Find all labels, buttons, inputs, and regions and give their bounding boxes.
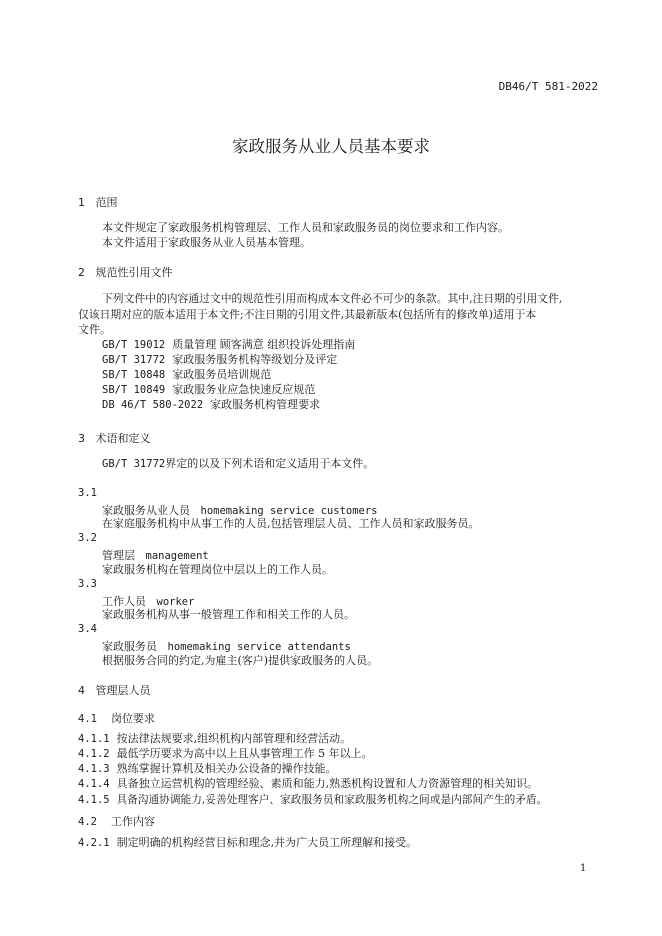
clause-item	[78, 835, 417, 851]
clause-item	[78, 792, 547, 808]
reference-name: 家政服务服务机构等级划分及评定	[172, 353, 338, 366]
reference-item	[102, 337, 355, 352]
subsection-title: 工作内容	[110, 815, 155, 828]
clause-number: 4.1.1	[78, 733, 110, 745]
section-title: 规范性引用文件	[95, 266, 173, 279]
paragraph	[102, 456, 374, 472]
term-definition: 家政服务机构在管理岗位中层以上的工作人员。	[102, 563, 333, 576]
paragraph: 本文件规定了家政服务机构管理层、工作人员和家政服务员的岗位要求和工作内容。	[102, 221, 509, 234]
section-title: 管理层人员	[95, 684, 151, 697]
term-zh: 工作人员	[102, 595, 146, 608]
section-title: 范围	[95, 196, 118, 209]
page-number: 1	[580, 863, 587, 874]
term-title	[102, 547, 209, 563]
clause-text: 制定明确的机构经营目标和理念,并为广大员工所理解和接受。	[116, 836, 418, 849]
clause-number: 4.1.4	[78, 778, 110, 790]
reference-name: 家政服务业应急快速反应规范	[172, 383, 316, 396]
reference-code: SB/T 10848	[102, 369, 166, 381]
reference-code: GB/T 19012	[102, 339, 166, 351]
subsection-number: 4.2	[78, 816, 97, 828]
subsection-title: 岗位要求	[110, 712, 155, 725]
section-1-heading	[78, 194, 118, 210]
clause-text: 最低学历要求为高中以上且从事管理工作 5 年以上。	[116, 747, 373, 760]
clause-text: 熟练掌握计算机及相关办公设备的操作技能。	[116, 762, 337, 775]
reference-code: SB/T 10849	[102, 384, 166, 396]
term-definition: 在家庭服务机构中从事工作的人员,包括管理层人员、工作人员和家政服务员。	[102, 517, 480, 530]
section-number: 1	[78, 196, 85, 209]
term-number: 3.2	[78, 532, 97, 544]
clause-number: 4.2.1	[78, 837, 110, 849]
reference-item	[102, 367, 355, 382]
clause-number: 4.1.5	[78, 794, 110, 806]
clause-text: 按法律法规要求,组织机构内部管理和经营活动。	[116, 732, 352, 745]
paragraph: 本文件适用于家政服务从业人员基本管理。	[102, 236, 311, 249]
term-definition: 根据服务合同的约定,为雇主(客户)提供家政服务的人员。	[102, 654, 379, 667]
term-number: 3.4	[78, 623, 97, 635]
section-number: 3	[78, 432, 85, 445]
section-4-heading	[78, 682, 151, 698]
subsection-heading	[78, 710, 155, 726]
term-definition: 家政服务机构从事一般管理工作和相关工作的人员。	[102, 608, 355, 621]
clause-text: 具备独立运营机构的管理经验、素质和能力,熟悉机构设置和人力资源管理的相关知识。	[116, 777, 539, 790]
paragraph-line: 仅该日期对应的版本适用于本文件;不注日期的引用文件,其最新版本(包括所有的修改单)适用于本	[78, 308, 537, 321]
clause-number: 4.1.2	[78, 748, 110, 760]
reference-item	[102, 352, 355, 367]
section-number: 4	[78, 684, 85, 697]
reference-item	[102, 397, 355, 412]
term-en: homemaking service customers	[200, 505, 378, 517]
section-2-heading	[78, 264, 173, 280]
term-zh: 家政服务从业人员	[102, 504, 190, 517]
term-number: 3.1	[78, 487, 97, 499]
clause-number: 4.1.3	[78, 763, 110, 775]
reference-name: 家政服务机构管理要求	[210, 398, 321, 411]
reference-code: DB 46/T 580-2022	[102, 399, 204, 411]
clause-item	[78, 776, 538, 792]
term-en: homemaking service attendants	[167, 641, 351, 653]
term-number: 3.3	[78, 578, 97, 590]
doc-code: DB46/T 581-2022	[498, 80, 598, 93]
term-zh: 家政服务员	[102, 640, 157, 653]
paragraph-text: 界定的以及下列术语和定义适用于本文件。	[165, 457, 375, 470]
term-en: worker	[156, 596, 195, 608]
reference-item	[102, 382, 355, 397]
reference-list	[102, 337, 355, 412]
section-number: 2	[78, 266, 85, 279]
clause-item	[78, 746, 373, 762]
clause-text: 具备沟通协调能力,妥善处理客户、家政服务员和家政服务机构之间或是内部间产生的矛盾。	[116, 793, 548, 806]
reference-code: GB/T 31772	[102, 458, 166, 470]
term-en: management	[145, 550, 209, 562]
paragraph-line: 文件。	[78, 323, 111, 336]
page-title: 家政服务从业人员基本要求	[232, 137, 430, 156]
clause-item	[78, 761, 337, 777]
term-title	[102, 638, 351, 654]
subsection-number: 4.1	[78, 713, 97, 725]
paragraph-line: 下列文件中的内容通过文中的规范性引用而构成本文件必不可少的条款。其中,注日期的引用文件,	[102, 292, 563, 305]
reference-code: GB/T 31772	[102, 354, 166, 366]
reference-name: 质量管理 顾客满意 组织投诉处理指南	[172, 338, 356, 351]
subsection-heading	[78, 813, 155, 829]
clause-item	[78, 731, 351, 747]
term-zh: 管理层	[102, 549, 135, 562]
section-title: 术语和定义	[95, 432, 151, 445]
section-3-heading	[78, 430, 151, 446]
reference-name: 家政服务员培训规范	[172, 368, 272, 381]
